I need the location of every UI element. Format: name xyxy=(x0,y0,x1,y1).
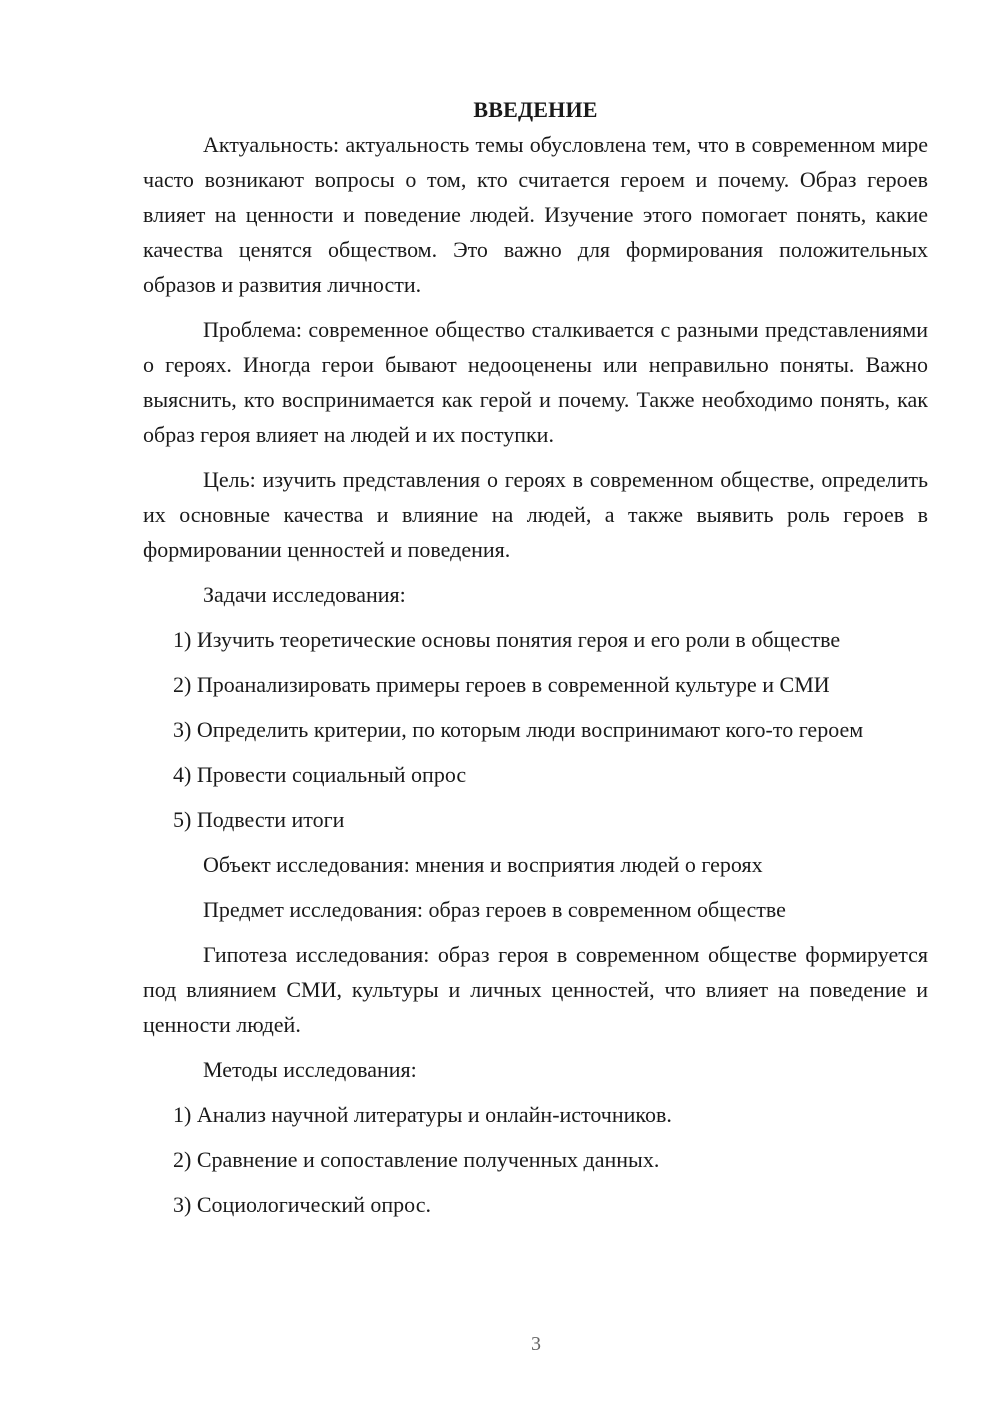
methods-heading: Методы исследования: xyxy=(203,1057,417,1082)
list-item: 2) Сравнение и сопоставление полученных данных. xyxy=(173,1147,660,1172)
list-item: 1) Изучить теоретические основы понятия героя и его роли в обществе xyxy=(173,627,841,652)
document-page xyxy=(143,92,928,1232)
goal-paragraph: Цель: изучить представления о героях в современном обществе, определить их основные качества и влияние на людей, а также выявить роль героев в формировании ценностей и поведения. xyxy=(143,467,928,562)
list-item: 3) Социологический опрос. xyxy=(173,1192,431,1217)
subject-paragraph: Предмет исследования: образ героев в современном обществе xyxy=(203,897,786,922)
list-item: 3) Определить критерии, по которым люди воспринимают кого-то героем xyxy=(173,717,864,742)
list-item: 4) Провести социальный опрос xyxy=(173,762,467,787)
tasks-list xyxy=(143,622,928,837)
tasks-heading: Задачи исследования: xyxy=(203,582,406,607)
page-number: 3 xyxy=(531,1333,541,1355)
hypothesis-paragraph: Гипотеза исследования: образ героя в современном обществе формируется под влиянием СМИ, культуры и личных ценностей, что влияет на поведение и ценности людей. xyxy=(143,942,928,1037)
problem-paragraph: Проблема: современное общество сталкивается с разными представлениями о героях. Иногда герои бывают недооценены или неправильно поняты. Важно выяснить, кто воспринимается как герой и почему. Также необходимо понять, как образ героя влияет на людей и их поступки. xyxy=(143,317,928,447)
object-paragraph: Объект исследования: мнения и восприятия людей о героях xyxy=(203,852,763,877)
page-title: ВВЕДЕНИЕ xyxy=(473,97,598,122)
list-item: 2) Проанализировать примеры героев в современной культуре и СМИ xyxy=(173,672,830,697)
list-item: 1) Анализ научной литературы и онлайн-источников. xyxy=(173,1102,672,1127)
relevance-paragraph: Актуальность: актуальность темы обусловлена тем, что в современном мире часто возникают вопросы о том, кто считается героем и почему. Образ героев влияет на ценности и поведение людей. Изучение этого помогает понять, какие качества ценятся обществом. Это важно для формирования положительных образов и развития личности. xyxy=(143,132,928,297)
methods-list xyxy=(143,1097,928,1222)
list-item: 5) Подвести итоги xyxy=(173,807,345,832)
